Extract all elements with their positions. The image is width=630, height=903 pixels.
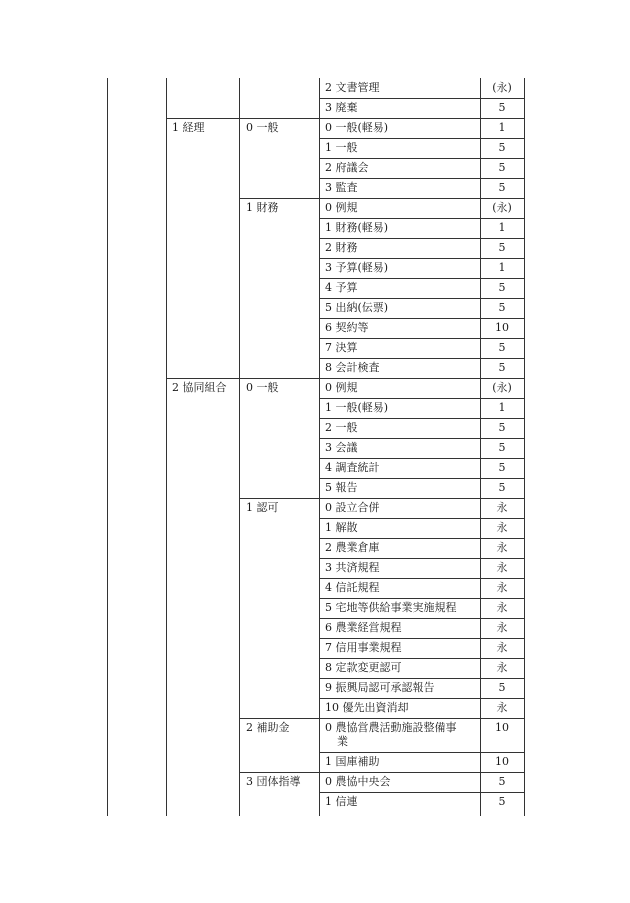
item-label: 8 定款変更認可 [325,661,402,674]
retention-period: 永 [496,661,508,674]
row-separator [319,658,525,659]
retention-period: 永 [496,561,508,574]
sub-category: 0 一般 [246,121,279,134]
row-separator [319,298,525,299]
item-label: 5 出納(伝票) [325,301,389,314]
item-label: 7 決算 [325,341,358,354]
retention-period: 10 [495,321,509,334]
row-separator [319,118,525,119]
row-separator [319,598,525,599]
row-separator [319,358,525,359]
item-label: 3 廃棄 [325,101,358,114]
row-separator [319,258,525,259]
row-separator [319,638,525,639]
item-label: 10 優先出資消却 [325,701,409,714]
row-separator [319,158,525,159]
retention-period: 永 [496,601,508,614]
sub-category: 1 認可 [246,501,279,514]
column-rule [239,78,240,816]
retention-period: 永 [496,641,508,654]
item-label-continued: 業 [337,735,348,748]
row-separator [319,138,525,139]
retention-period: 5 [498,241,506,254]
row-separator [319,498,525,499]
row-separator [319,98,525,99]
retention-period: 5 [498,361,506,374]
sub-category: 1 財務 [246,201,279,214]
item-label: 3 会議 [325,441,358,454]
row-separator [319,338,525,339]
row-separator [319,278,525,279]
major-category: 2 協同組合 [172,381,227,394]
column-rule [107,78,108,816]
row-separator [319,538,525,539]
item-label: 3 予算(軽易) [325,261,389,274]
row-separator [319,518,525,519]
item-label: 5 報告 [325,481,358,494]
item-label: 2 文書管理 [325,81,380,94]
item-label: 2 農業倉庫 [325,541,380,554]
item-label: 5 宅地等供給事業実施規程 [325,601,457,614]
retention-period: 5 [498,461,506,474]
item-label: 2 府議会 [325,161,369,174]
retention-period: 5 [498,441,506,454]
retention-period: 永 [496,621,508,634]
item-label: 0 一般(軽易) [325,121,389,134]
sub-category: 3 団体指導 [246,775,301,788]
row-separator [319,218,525,219]
item-label: 2 一般 [325,421,358,434]
retention-period: 永 [496,701,508,714]
retention-period: 永 [496,501,508,514]
item-label: 0 農協中央会 [325,775,391,788]
row-separator [319,578,525,579]
row-separator [319,418,525,419]
item-label: 2 財務 [325,241,358,254]
item-label: 3 監査 [325,181,358,194]
retention-period: 永 [496,541,508,554]
column-rule [319,78,320,816]
row-separator [319,772,525,773]
row-separator [319,618,525,619]
retention-period: (永) [492,201,512,214]
row-separator [319,478,525,479]
sub-category: 2 補助金 [246,721,290,734]
row-separator [319,458,525,459]
item-label: 1 一般 [325,141,358,154]
retention-period: 5 [498,341,506,354]
item-label: 4 予算 [325,281,358,294]
retention-period: 5 [498,481,506,494]
retention-period: 5 [498,161,506,174]
major-category: 1 経理 [172,121,205,134]
retention-period: 永 [496,521,508,534]
column-rule [166,78,167,816]
retention-period: 5 [498,101,506,114]
item-label: 9 振興局認可承認報告 [325,681,435,694]
column-rule [480,78,481,816]
row-separator [319,178,525,179]
row-separator [319,318,525,319]
retention-period: 1 [498,401,506,414]
retention-period: 5 [498,775,506,788]
retention-period: 5 [498,281,506,294]
item-label: 1 財務(軽易) [325,221,389,234]
row-separator [319,678,525,679]
retention-period: 10 [495,755,509,768]
retention-period: (永) [492,381,512,394]
column-rule [524,78,525,816]
item-label: 1 信連 [325,795,358,808]
retention-period: 10 [495,721,509,734]
retention-period: 5 [498,421,506,434]
row-separator [319,198,525,199]
row-separator [319,238,525,239]
item-label: 4 信託規程 [325,581,380,594]
row-separator [319,792,525,793]
item-label: 0 例規 [325,201,358,214]
row-separator [319,378,525,379]
retention-period: 5 [498,141,506,154]
item-label: 0 農協営農活動施設整備事 [325,721,457,734]
retention-period: 5 [498,181,506,194]
item-label: 3 共済規程 [325,561,380,574]
row-separator [319,558,525,559]
item-label: 1 解散 [325,521,358,534]
row-separator [319,752,525,753]
sub-category: 0 一般 [246,381,279,394]
retention-period: 5 [498,301,506,314]
item-label: 6 契約等 [325,321,369,334]
retention-period: 1 [498,261,506,274]
item-label: 7 信用事業規程 [325,641,402,654]
item-label: 1 一般(軽易) [325,401,389,414]
retention-period: 5 [498,795,506,808]
row-separator [319,438,525,439]
row-separator [319,698,525,699]
retention-period: 1 [498,121,506,134]
retention-period: 1 [498,221,506,234]
retention-period: (永) [492,81,512,94]
item-label: 1 国庫補助 [325,755,380,768]
item-label: 0 例規 [325,381,358,394]
item-label: 0 設立合併 [325,501,380,514]
retention-period: 永 [496,581,508,594]
row-separator [319,398,525,399]
retention-period: 5 [498,681,506,694]
item-label: 8 会計検査 [325,361,380,374]
item-label: 6 農業経営規程 [325,621,402,634]
row-separator [319,718,525,719]
item-label: 4 調査統計 [325,461,380,474]
